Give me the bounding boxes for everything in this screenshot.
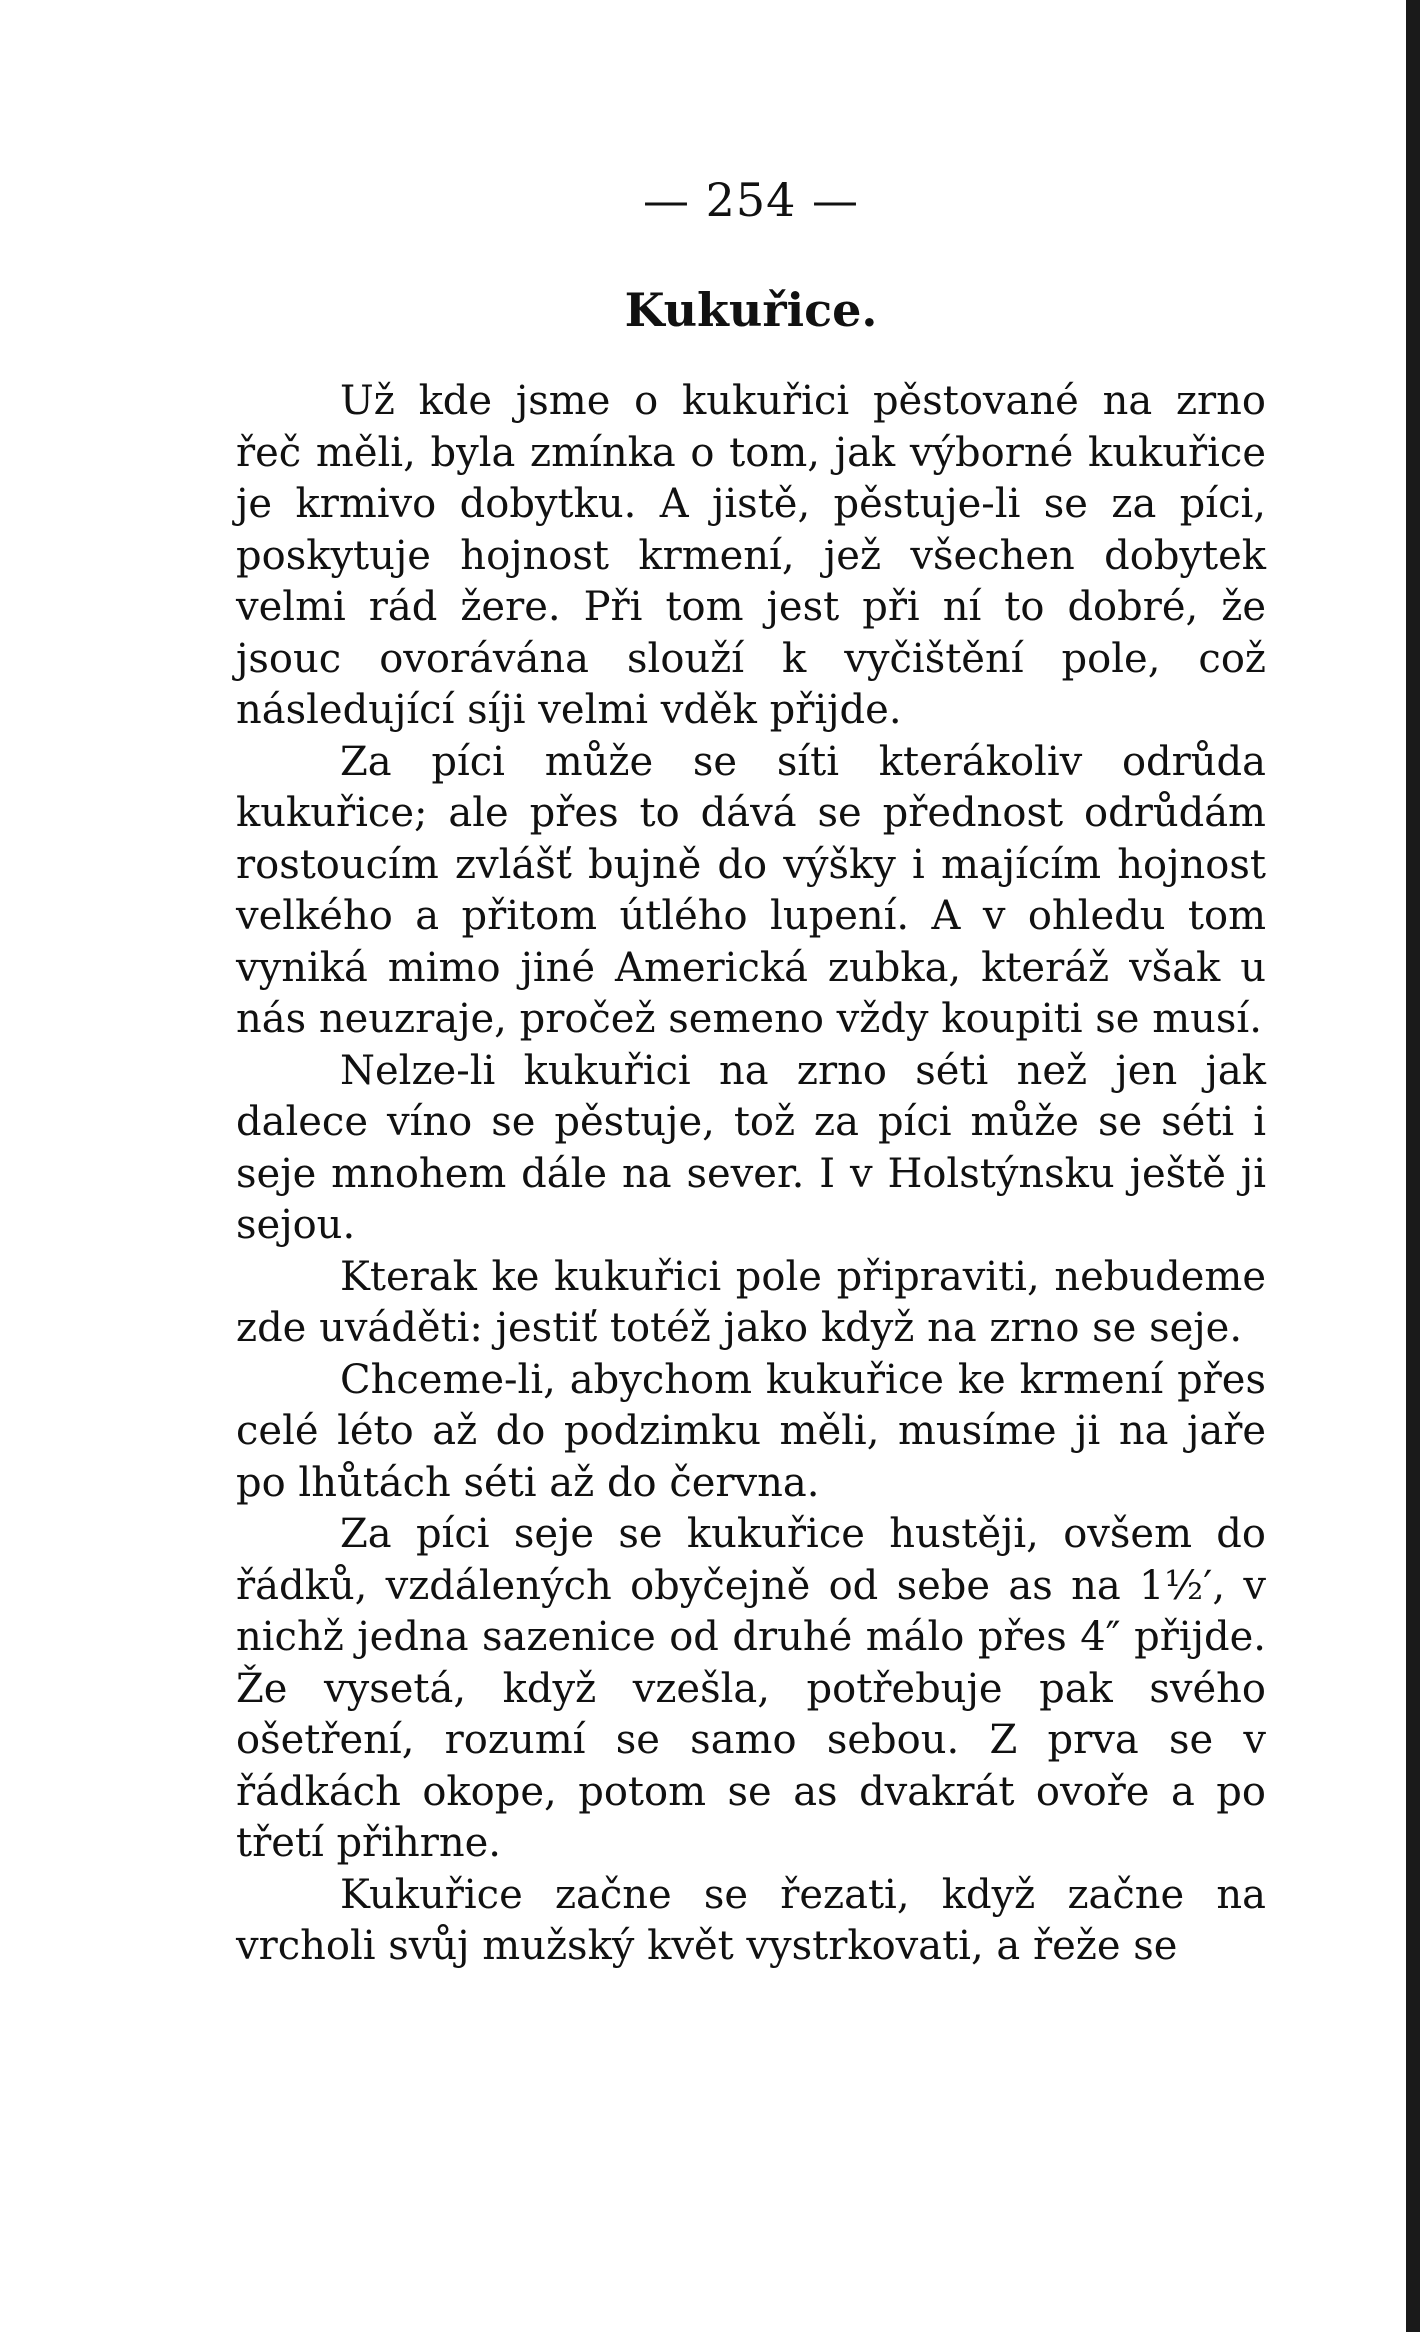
paragraph-1: Už kde jsme o kukuřici pěstované na zrno řeč měli, byla zmínka o tom, jak výborné kukuřice je krmivo dobytku. A jistě, pěstuje-li se za píci, poskytuje hojnost krmení, jež všechen dobytek velmi rád žere. Při tom jest při ní to dobré, že jsouc ovorávána slouží k vyčištění pole, což následující síji velmi vděk přijde. <box>236 378 1266 733</box>
page-edge <box>1406 0 1420 2332</box>
book-page <box>236 170 1266 1973</box>
paragraph-6: Za píci seje se kukuřice hustěji, ovšem do řádků, vzdálených obyčejně od sebe as na 1½′, v nichž jedna sazenice od druhé málo přes 4″ přijde. Že vysetá, když vzešla, potřebuje pak svého ošetření, rozumí se samo sebou. Z prva se v řádkách okope, potom se as dvakrát ovoře a po třetí přihrne. <box>236 1511 1266 1866</box>
paragraph-5: Chceme-li, abychom kukuřice ke krmení přes celé léto až do podzimku měli, musíme ji na jaře po lhůtách séti až do června. <box>236 1356 1266 1506</box>
page-number: — 254 — <box>642 173 860 227</box>
paragraph-4: Kterak ke kukuřici pole připraviti, nebudeme zde uváděti: jestiť totéž jako když na zrno se seje. <box>236 1253 1266 1351</box>
paragraph-7: Kukuřice začne se řezati, když začne na vrcholi svůj mužský květ vystrkovati, a řeže se <box>236 1871 1266 1969</box>
paragraph-3: Nelze-li kukuřici na zrno séti než jen jak dalece víno se pěstuje, tož za píci může se séti i seje mnohem dále na sever. I v Holstýnsku ještě ji sejou. <box>236 1047 1266 1248</box>
chapter-title: Kukuřice. <box>624 283 878 337</box>
paragraph-2: Za píci může se síti kterákoliv odrůda kukuřice; ale přes to dává se přednost odrůdám rostoucím zvlášť bujně do výšky i majícím hojnost velkého a přitom útlého lupení. A v ohledu tom vyniká mimo jiné Americká zubka, kteráž však u nás neuzraje, pročež semeno vždy koupiti se musí. <box>236 738 1266 1042</box>
